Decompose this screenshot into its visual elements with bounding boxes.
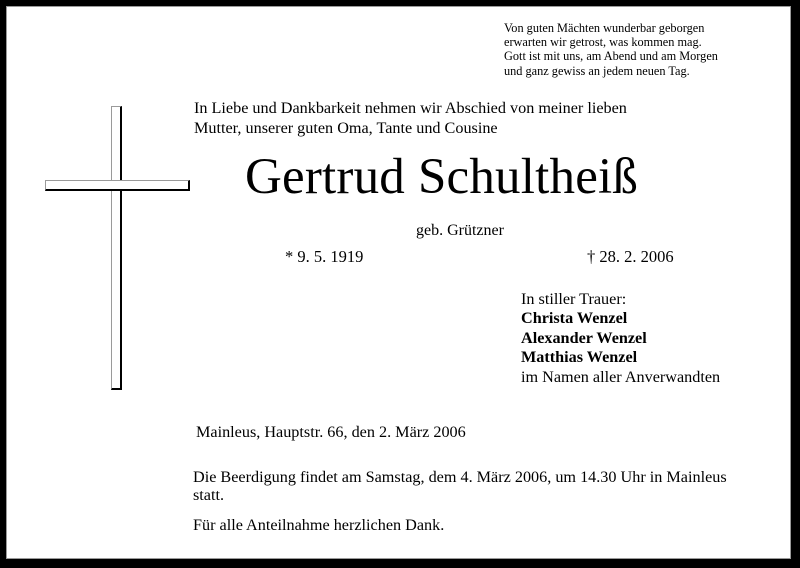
poem-line: Gott ist mit uns, am Abend und am Morgen	[504, 49, 718, 64]
intro-text	[194, 98, 627, 138]
mourner-name: Matthias Wenzel	[521, 348, 638, 367]
mourners-closing: im Namen aller Anverwandten	[521, 367, 721, 386]
poem-line: und ganz gewiss an jedem neuen Tag.	[504, 63, 690, 78]
mourner-name: Christa Wenzel	[521, 309, 628, 328]
cross-intersection	[112, 181, 120, 189]
mourners-block	[521, 290, 720, 387]
intro-line: Mutter, unserer guten Oma, Tante und Cousine	[194, 119, 498, 137]
obituary-card	[6, 6, 791, 559]
death-date: † 28. 2. 2006	[587, 247, 674, 266]
poem-verse	[504, 21, 718, 78]
poem-line: erwarten wir getrost, was kommen mag.	[504, 35, 702, 50]
funeral-notice: Die Beerdigung findet am Samstag, dem 4. März 2006, um 14.30 Uhr in Mainleus statt.	[193, 468, 727, 504]
thanks-note: Für alle Anteilnahme herzlichen Dank.	[193, 516, 445, 534]
mourners-heading: In stiller Trauer:	[521, 290, 627, 308]
mourner-name: Alexander Wenzel	[521, 328, 647, 347]
birth-date: * 9. 5. 1919	[285, 247, 364, 266]
deceased-name: Gertrud Schultheiß	[245, 149, 639, 205]
poem-line: Von guten Mächten wunderbar geborgen	[504, 21, 705, 35]
maiden-name: geb. Grützner	[416, 222, 504, 239]
place-date: Mainleus, Hauptstr. 66, den 2. März 2006	[196, 423, 466, 441]
cross-vertical-bar	[111, 106, 122, 390]
intro-line: In Liebe und Dankbarkeit nehmen wir Abschied von meiner lieben	[194, 99, 627, 117]
